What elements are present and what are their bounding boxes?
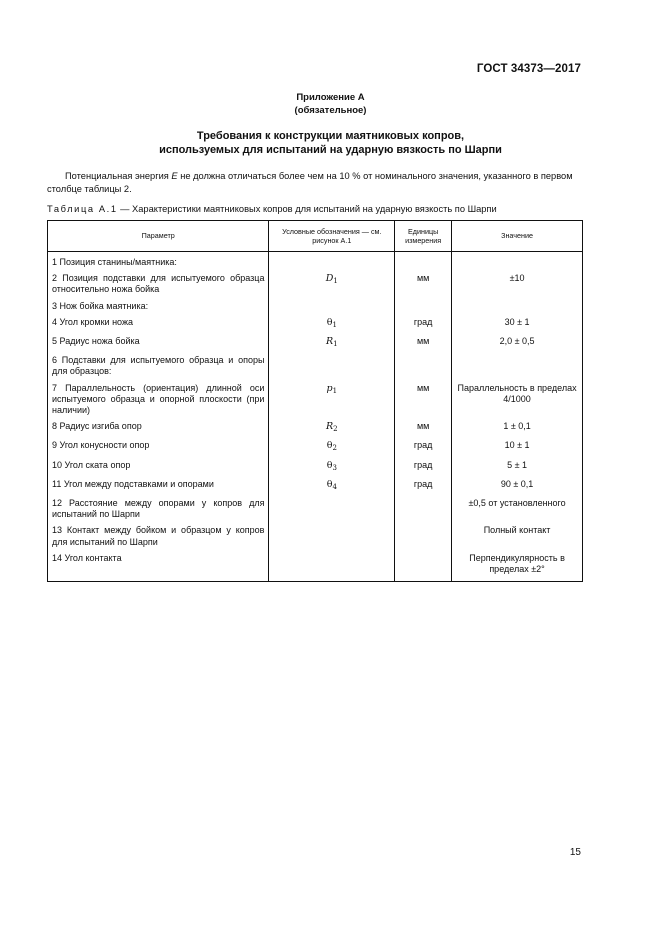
table-row	[48, 272, 583, 299]
cell-param: 3 Нож бойка маятника:	[48, 300, 269, 316]
cell-symbol	[269, 552, 395, 582]
table-row	[48, 439, 583, 458]
annex-heading	[0, 92, 661, 117]
cell-param: 1 Позиция станины/маятника:	[48, 252, 269, 273]
cell-unit	[395, 552, 452, 582]
cell-symbol	[269, 300, 395, 316]
cell-unit: град	[395, 316, 452, 335]
cell-unit	[395, 497, 452, 524]
table-row	[48, 300, 583, 316]
header-param: Параметр	[48, 221, 269, 252]
cell-param: 12 Расстояние между опорами у копров для испытаний по Шарпи	[48, 497, 269, 524]
cell-unit	[395, 252, 452, 273]
symbol-letter: D	[325, 273, 334, 285]
cell-value: ±10	[452, 272, 583, 299]
annex-status: (обязательное)	[294, 104, 367, 116]
cell-param: 8 Радиус изгиба опор	[48, 420, 269, 439]
cell-value: Параллельность в пределах 4/1000	[452, 382, 583, 421]
symbol-subscript: 2	[332, 444, 337, 453]
table-row	[48, 252, 583, 273]
symbol-letter: p	[326, 382, 333, 394]
symbol-letter: θ	[326, 459, 333, 471]
cell-value: 30 ± 1	[452, 316, 583, 335]
symbol-letter: R	[325, 421, 334, 433]
cell-unit	[395, 300, 452, 316]
cell-symbol	[269, 316, 395, 335]
standard-code: ГОСТ 34373—2017	[476, 63, 581, 75]
cell-param: 14 Угол контакта	[48, 552, 269, 582]
cell-param: 5 Радиус ножа бойка	[48, 335, 269, 354]
table-header-row	[48, 221, 583, 252]
cell-unit	[395, 524, 452, 551]
table-row	[48, 316, 583, 335]
table-row	[48, 420, 583, 439]
symbol-letter: R	[325, 336, 334, 348]
table-row	[48, 335, 583, 354]
annex-title: Приложение А	[296, 92, 365, 103]
cell-param: 9 Угол конусности опор	[48, 439, 269, 458]
cell-symbol	[269, 335, 395, 354]
table-row	[48, 459, 583, 478]
symbol-letter: θ	[326, 478, 333, 490]
symbol-subscript: 2	[333, 425, 338, 434]
cell-unit	[395, 354, 452, 381]
cell-symbol	[269, 524, 395, 551]
cell-symbol	[269, 459, 395, 478]
cell-param: 13 Контакт между бойком и образцом у копров для испытаний по Шарпи	[48, 524, 269, 551]
cell-unit: мм	[395, 272, 452, 299]
cell-param: 2 Позиция подставки для испытуемого образца относительно ножа бойка	[48, 272, 269, 299]
cell-param: 4 Угол кромки ножа	[48, 316, 269, 335]
table-row	[48, 478, 583, 497]
symbol-letter: θ	[326, 440, 333, 452]
cell-symbol	[269, 439, 395, 458]
cell-value: 1 ± 0,1	[452, 420, 583, 439]
table-caption-text: — Характеристики маятниковых копров для испытаний на ударную вязкость по Шарпи	[117, 204, 497, 214]
cell-value: Полный контакт	[452, 524, 583, 551]
table-row	[48, 382, 583, 421]
cell-value	[452, 252, 583, 273]
section-title-line-1: Требования к конструкции маятниковых копров,	[196, 130, 465, 142]
cell-unit: град	[395, 478, 452, 497]
cell-value: 90 ± 0,1	[452, 478, 583, 497]
cell-unit: град	[395, 439, 452, 458]
section-title-line-2: используемых для испытаний на ударную вязкость по Шарпи	[159, 143, 502, 156]
cell-symbol	[269, 478, 395, 497]
header-symbol: Условные обозначения — см. рисунок А.1	[269, 221, 395, 252]
table-caption	[47, 204, 497, 214]
cell-param: 6 Подставки для испытуемого образца и опоры для образцов:	[48, 354, 269, 381]
cell-value: Перпендикулярность в пределах ±2°	[452, 552, 583, 582]
cell-unit: мм	[395, 420, 452, 439]
cell-param: 10 Угол ската опор	[48, 459, 269, 478]
cell-unit: град	[395, 459, 452, 478]
table-row	[48, 354, 583, 381]
paragraph-text-after: не должна отличаться более чем на 10 % от номинального значения, указанного в первом столбце таблицы 2.	[47, 171, 573, 194]
paragraph-text-before: Потенциальная энергия	[65, 171, 172, 181]
header-unit: Единицы измерения	[395, 221, 452, 252]
header-value: Значение	[452, 221, 583, 252]
table-row	[48, 497, 583, 524]
cell-value: ±0,5 от установленного	[452, 497, 583, 524]
symbol-subscript: 1	[333, 340, 338, 349]
table-row	[48, 552, 583, 582]
cell-symbol	[269, 497, 395, 524]
cell-symbol	[269, 420, 395, 439]
table-body	[48, 252, 583, 582]
body-paragraph	[47, 170, 583, 195]
cell-value: 10 ± 1	[452, 439, 583, 458]
cell-symbol	[269, 252, 395, 273]
cell-symbol	[269, 382, 395, 421]
page-number: 15	[569, 847, 581, 858]
cell-param: 7 Параллельность (ориентация) длинной оси испытуемого образца и опорной плоскости (при наличии)	[48, 382, 269, 421]
cell-symbol	[269, 354, 395, 381]
cell-symbol	[269, 272, 395, 299]
cell-value: 5 ± 1	[452, 459, 583, 478]
cell-value	[452, 354, 583, 381]
symbol-subscript: 1	[333, 277, 338, 286]
section-title	[0, 130, 661, 157]
cell-value: 2,0 ± 0,5	[452, 335, 583, 354]
symbol-subscript: 1	[332, 386, 338, 395]
cell-param: 11 Угол между подставками и опорами	[48, 478, 269, 497]
symbol-subscript: 3	[332, 463, 337, 472]
table-caption-prefix: Таблица А.1	[47, 204, 118, 214]
symbol-subscript: 1	[332, 320, 337, 329]
energy-symbol: E	[171, 171, 178, 181]
cell-unit: мм	[395, 382, 452, 421]
symbol-letter: θ	[326, 316, 333, 328]
table-row	[48, 524, 583, 551]
symbol-subscript: 4	[332, 482, 337, 491]
cell-unit: мм	[395, 335, 452, 354]
cell-value	[452, 300, 583, 316]
characteristics-table	[47, 220, 583, 582]
